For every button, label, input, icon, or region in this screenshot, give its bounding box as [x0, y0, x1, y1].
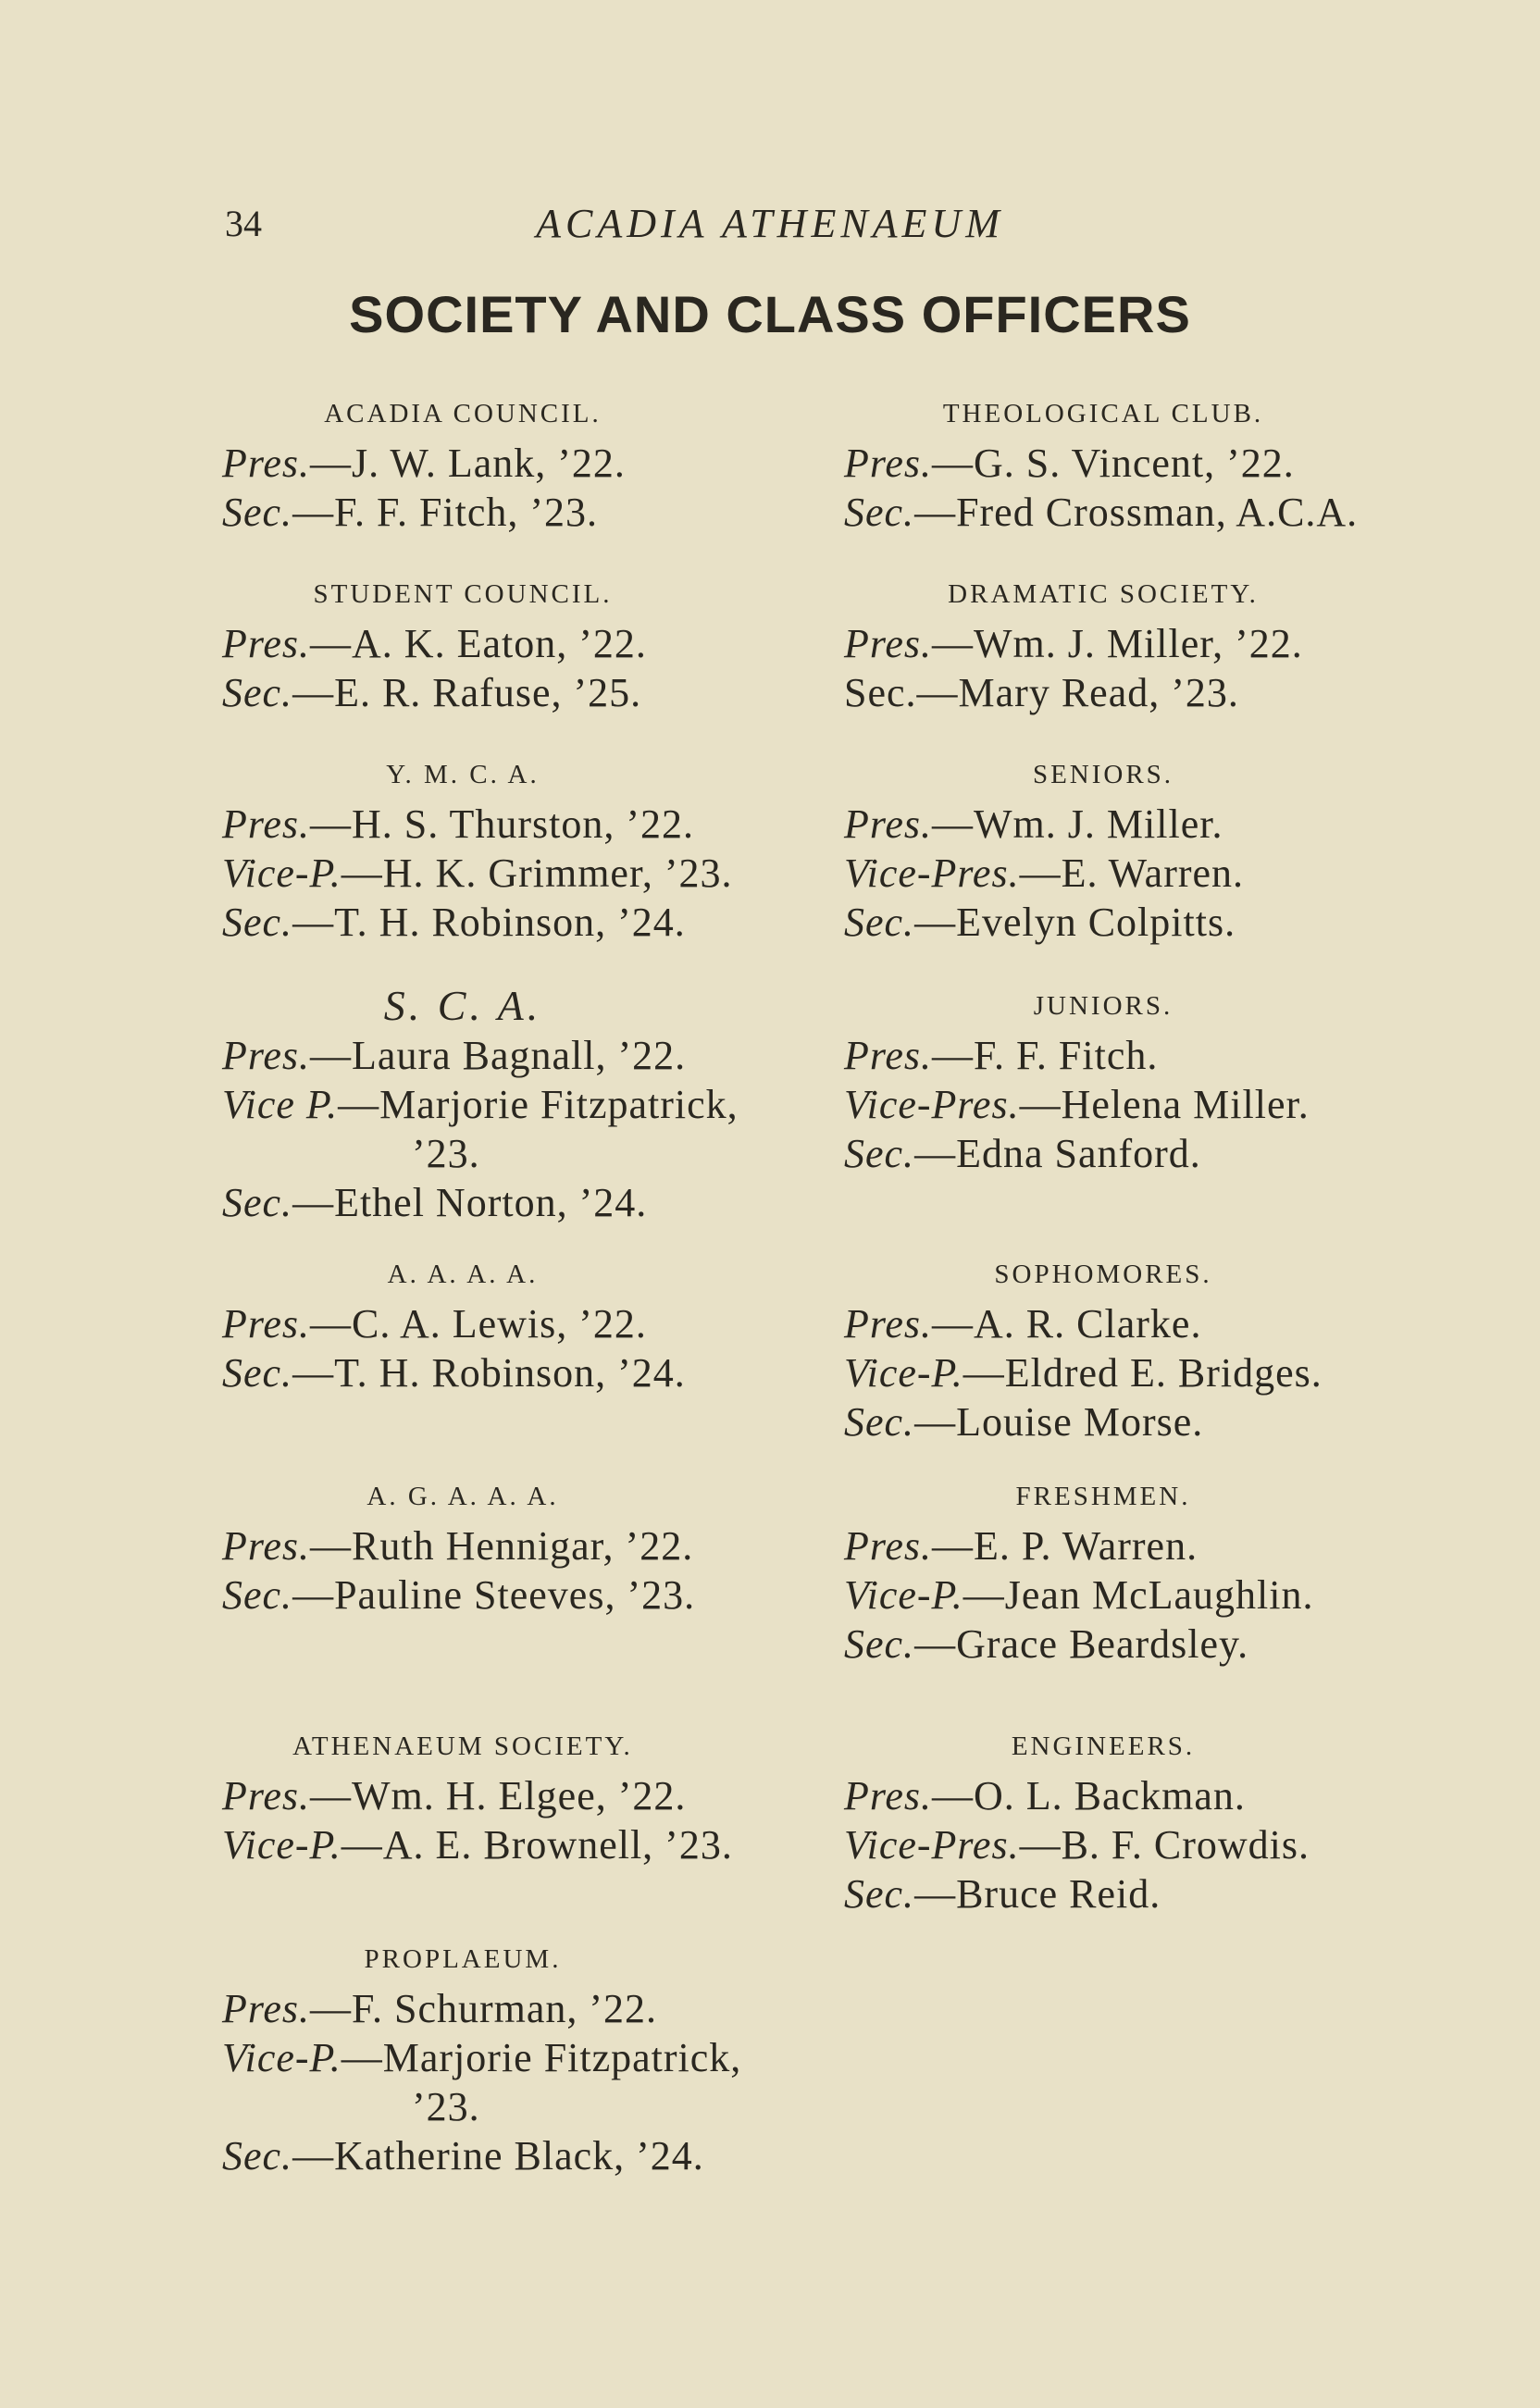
section-title: ACADIA COUNCIL.	[324, 399, 602, 428]
officer-line	[844, 898, 1492, 947]
journal-title: ACADIA ATHENAEUM	[536, 201, 1004, 246]
officer-role: Sec.	[844, 1871, 915, 1917]
officer-line	[222, 2131, 833, 2180]
officer-name: —Wm. J. Miller, ’22.	[932, 621, 1303, 666]
officer-section-a-g-a-a-a	[222, 1471, 833, 1620]
officer-name: —Wm. J. Miller.	[932, 801, 1223, 847]
officer-role: Pres.	[222, 1986, 311, 2031]
officer-line	[844, 619, 1492, 668]
page-heading: SOCIETY AND CLASS OFFICERS	[349, 285, 1191, 343]
officer-line	[222, 1031, 833, 1080]
officer-name: —Wm. H. Elgee, ’22.	[310, 1773, 687, 1818]
officer-line	[844, 488, 1492, 537]
officer-role: Vice-Pres.	[844, 1082, 1020, 1127]
officer-name: —A. R. Clarke.	[932, 1301, 1202, 1347]
page-number: 34	[225, 203, 262, 244]
officer-role: Sec.	[222, 1572, 293, 1618]
section-title: A. A. A. A.	[387, 1260, 539, 1289]
officer-line	[222, 1984, 833, 2033]
officer-name: ’23.	[412, 2084, 480, 2129]
section-title: THEOLOGICAL CLUB.	[942, 399, 1264, 428]
officer-name: —O. L. Backman.	[932, 1773, 1246, 1818]
officer-role: Vice P.	[222, 1082, 339, 1127]
officer-role: Sec.	[222, 1350, 293, 1396]
officer-role: Sec.	[844, 1131, 915, 1176]
officer-line	[844, 1771, 1492, 1820]
officer-line	[844, 1129, 1492, 1178]
officer-name: —E. R. Rafuse, ’25.	[292, 670, 642, 715]
officer-section-freshmen	[844, 1471, 1492, 1669]
officer-line	[844, 849, 1492, 898]
officer-role: Sec.	[844, 490, 915, 535]
officer-name: —B. F. Crowdis.	[1019, 1822, 1310, 1868]
officer-name: —F. Schurman, ’22.	[310, 1986, 658, 2031]
officer-role: Sec.	[844, 1621, 915, 1667]
officer-line	[844, 1397, 1492, 1446]
officer-role: Vice-Pres.	[844, 1822, 1020, 1868]
officer-line	[222, 849, 833, 898]
officer-name: ’23.	[412, 1131, 480, 1176]
officer-name: —F. F. Fitch, ’23.	[292, 490, 599, 535]
officer-name: —F. F. Fitch.	[932, 1033, 1159, 1078]
officer-section-dramatic-society	[844, 569, 1492, 717]
officer-role: Pres.	[844, 1523, 933, 1569]
officer-name: —Louise Morse.	[914, 1399, 1204, 1445]
officer-role: Pres.	[222, 1773, 311, 1818]
officer-role: Pres.	[844, 1773, 933, 1818]
officer-name: —T. H. Robinson, ’24.	[292, 900, 686, 945]
section-title: SENIORS.	[1032, 760, 1174, 789]
officer-name: —C. A. Lewis, ’22.	[310, 1301, 647, 1347]
officer-name: —Grace Beardsley.	[914, 1621, 1249, 1667]
officer-section-y-m-c-a	[222, 750, 833, 947]
section-title: PROPLAEUM.	[364, 1944, 562, 1974]
officer-name: —Marjorie Fitzpatrick,	[338, 1082, 739, 1127]
officer-role: Vice-P.	[222, 1822, 342, 1868]
officer-role: Vice-P.	[222, 850, 342, 896]
officer-section-a-a-a-a	[222, 1249, 833, 1397]
officer-section-student-council	[222, 569, 833, 717]
officer-role: Pres.	[222, 441, 311, 486]
officer-section-acadia-council	[222, 389, 833, 537]
officer-section-engineers	[844, 1721, 1492, 1918]
section-title: ENGINEERS.	[1011, 1732, 1196, 1761]
officer-line	[222, 1299, 833, 1348]
officer-role: Sec.	[222, 900, 293, 945]
officer-role: Pres.	[222, 1033, 311, 1078]
officer-section-theological-club	[844, 389, 1492, 537]
section-title: SOPHOMORES.	[994, 1260, 1212, 1289]
officer-line	[222, 1129, 833, 1178]
officer-name: —E. Warren.	[1019, 850, 1245, 896]
section-title: Y. M. C. A.	[386, 760, 540, 789]
officer-name: —A. E. Brownell, ’23.	[341, 1822, 733, 1868]
officer-line	[844, 439, 1492, 488]
officer-line	[844, 1080, 1492, 1129]
officer-name: —E. P. Warren.	[932, 1523, 1198, 1569]
officer-role: Pres.	[222, 1523, 311, 1569]
officer-line	[844, 1348, 1492, 1397]
officer-section-seniors	[844, 750, 1492, 947]
officer-name: —Marjorie Fitzpatrick,	[341, 2035, 742, 2080]
officer-role: Pres.	[222, 801, 311, 847]
officer-role: Sec.	[222, 490, 293, 535]
officer-line	[222, 1820, 833, 1869]
officer-role: Sec.	[222, 1180, 293, 1225]
officer-role: Vice-P.	[844, 1572, 963, 1618]
officer-role: Pres.	[222, 1301, 311, 1347]
officer-name: —T. H. Robinson, ’24.	[292, 1350, 686, 1396]
officer-line	[844, 1620, 1492, 1669]
officer-role: Vice-P.	[844, 1350, 963, 1396]
officer-line	[844, 1521, 1492, 1570]
officer-line	[844, 1299, 1492, 1348]
officer-name: —G. S. Vincent, ’22.	[932, 441, 1295, 486]
officer-line	[844, 800, 1492, 849]
officer-line	[844, 1869, 1492, 1918]
officer-line	[222, 898, 833, 947]
officer-section-juniors	[844, 981, 1492, 1178]
officer-line	[222, 800, 833, 849]
officer-name: Sec.—Mary Read, ’23.	[844, 670, 1239, 715]
officer-section-athenaeum-society	[222, 1721, 833, 1869]
officer-role: Pres.	[844, 801, 933, 847]
officer-role: Pres.	[844, 441, 933, 486]
officer-line	[844, 1031, 1492, 1080]
officer-role: Sec.	[844, 900, 915, 945]
officer-name: —Pauline Steeves, ’23.	[292, 1572, 696, 1618]
officer-line	[222, 1080, 833, 1129]
section-title: S. C. A.	[383, 982, 542, 1029]
officer-name: —H. K. Grimmer, ’23.	[341, 850, 733, 896]
officer-name: —Laura Bagnall, ’22.	[310, 1033, 687, 1078]
officer-line	[222, 1178, 833, 1227]
officer-name: —Eldred E. Bridges.	[962, 1350, 1323, 1396]
officer-role: Pres.	[844, 621, 933, 666]
officer-name: —Bruce Reid.	[914, 1871, 1161, 1917]
officer-role: Pres.	[844, 1033, 933, 1078]
officer-role: Sec.	[844, 1399, 915, 1445]
officer-role: Sec.	[222, 670, 293, 715]
officer-line	[844, 668, 1492, 717]
section-title: DRAMATIC SOCIETY.	[948, 579, 1259, 609]
officer-role: Sec.	[222, 2133, 293, 2178]
officer-line	[222, 1570, 833, 1620]
officer-line	[844, 1570, 1492, 1620]
section-title: STUDENT COUNCIL.	[313, 579, 613, 609]
officer-line	[222, 619, 833, 668]
officer-name: —Ethel Norton, ’24.	[292, 1180, 648, 1225]
officer-line	[222, 2033, 833, 2082]
officer-name: —Jean McLaughlin.	[962, 1572, 1314, 1618]
officer-section-s-c-a	[222, 981, 833, 1227]
officer-name: —Fred Crossman, A.C.A.	[914, 490, 1359, 535]
section-title: ATHENAEUM SOCIETY.	[292, 1732, 633, 1761]
officer-line	[844, 1820, 1492, 1869]
officer-role: Pres.	[844, 1301, 933, 1347]
officer-role: Vice-Pres.	[844, 850, 1020, 896]
officer-name: —Evelyn Colpitts.	[914, 900, 1236, 945]
officer-line	[222, 439, 833, 488]
officer-section-sophomores	[844, 1249, 1492, 1446]
officer-line	[222, 2082, 833, 2131]
section-title: JUNIORS.	[1033, 991, 1174, 1021]
officer-line	[222, 488, 833, 537]
officer-name: —A. K. Eaton, ’22.	[310, 621, 647, 666]
section-title: A. G. A. A. A.	[366, 1482, 559, 1511]
running-head	[0, 196, 1540, 252]
officer-line	[222, 668, 833, 717]
officer-name: —J. W. Lank, ’22.	[310, 441, 626, 486]
officer-name: —Ruth Hennigar, ’22.	[310, 1523, 694, 1569]
officer-section-proplaeum	[222, 1934, 833, 2180]
officer-role: Vice-P.	[222, 2035, 342, 2080]
officer-line	[222, 1521, 833, 1570]
officer-role: Pres.	[222, 621, 311, 666]
officer-name: —H. S. Thurston, ’22.	[310, 801, 695, 847]
officer-name: —Edna Sanford.	[914, 1131, 1201, 1176]
officer-name: —Helena Miller.	[1019, 1082, 1310, 1127]
section-title: FRESHMEN.	[1015, 1482, 1191, 1511]
officer-line	[222, 1348, 833, 1397]
officer-line	[222, 1771, 833, 1820]
officer-name: —Katherine Black, ’24.	[292, 2133, 704, 2178]
